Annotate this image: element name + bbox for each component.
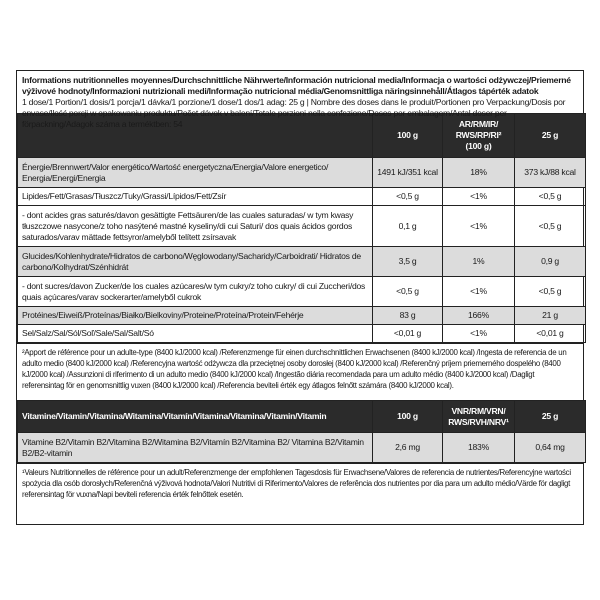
reference-intake-value: <1% [443, 188, 515, 206]
panel-header [17, 71, 583, 129]
value-per-100g: <0,01 g [373, 325, 443, 343]
value-per-100g: 1491 kJ/351 kcal [373, 158, 443, 188]
nutrient-label: Protéines/Eiweiß/Proteínas/Białko/Bielkoviny/Proteine/Proteína/Protein/Fehérje [18, 307, 373, 325]
value-per-100g: <0,5 g [373, 188, 443, 206]
value-per-25g: <0,5 g [515, 206, 586, 247]
reference-intake-value: 1% [443, 247, 515, 277]
vitamin-column-header: Vitamine/Vitamin/Vitamina/Witamina/Vitamín/Vitamina/Vitamina/Vitamin/Vitamin [18, 401, 373, 433]
nrv-footnote: ¹Valeurs Nutritionnelles de référence pour un adult/Referenzmenge der empfohlenen Tagesdosis für Erwachsene/Valores de referencia de nutrientes/Referencyjne wartości spożycia dla osób dorosłych/Referenčná výživová hodnota/Valori Nutritivi di Riferimento/Valores de referência dos nutrientes por dia para um adulto médio/Värde för dagligt referensintag för vuxna/Napi beviteli referencia érték felnőttek esetén. [17, 463, 583, 505]
nrv-column-header: VNR/RM/VRN/ RWS/RVH/NRV¹ [443, 401, 515, 433]
table-row [18, 188, 586, 206]
nutrient-label: Glucides/Kohlenhydrate/Hidratos de carbono/Węglowodany/Sacharidy/Carboidrati/ Hidratos de carbono/Kolhydrat/Szénhidrát [18, 247, 373, 277]
value-per-25g: 21 g [515, 307, 586, 325]
reference-intake-value: <1% [443, 277, 515, 307]
table-row [18, 158, 586, 188]
reference-intake-value: 18% [443, 158, 515, 188]
panel-title: Informations nutritionnelles moyennes/Durchschnittliche Nährwerte/Información nutricional media/Informacja o wartości odżywczej/Priemerné výživové hodnoty/Informazioni nutrizionali medi/Informação nutricional média/Genomsnittliga näringsinnehåll/Átlagos tápérték adatok [22, 75, 571, 96]
value-per-100g: 3,5 g [373, 247, 443, 277]
vitamin-label: Vitamine B2/Vitamin B2/Vitamina B2/Witamina B2/Vitamín B2/Vitamina B2/ Vitamina B2/Vitamin B2/B2-vitamin [18, 433, 373, 463]
nutrition-facts-panel [16, 70, 584, 525]
table-row [18, 247, 586, 277]
reference-intake-value: 166% [443, 307, 515, 325]
table-row [18, 277, 586, 307]
per-100g-column-header: 100 g [373, 114, 443, 158]
value-per-100g: 83 g [373, 307, 443, 325]
nutrient-label: - dont acides gras saturés/davon gesättigte Fettsäuren/de las cuales saturadas/ w tym kwasy tłuszczowe nasycone/z toho nasýtené mastné kyseliny/di cui Saturi/ dos quais ácidos gordos saturados/varav mättade fettsyror/amelyből telített zsírsavak [18, 206, 373, 247]
per-25g-column-header: 25 g [515, 401, 586, 433]
value-per-100g: 0,1 g [373, 206, 443, 247]
reference-intake-value: <1% [443, 325, 515, 343]
vitamin-table [17, 400, 586, 463]
reference-intake-column-header: AR/RM/IR/ RWS/RP/RI² (100 g) [443, 114, 515, 158]
reference-intake-footnote: ²Apport de référence pour un adulte-type (8400 kJ/2000 kcal) /Referenzmenge für einen durchschnittlichen Erwachsenen (8400 kJ/2000 kcal) /Ingesta de referencia de un adulto medio (8400 kJ/2000 kcal) /Referencyjna wartość odżywcza dla przeciętnej osoby dorosłej (8400 kJ/2000 kcal) /Referenčný príjem priemerného dospelého (8400 kJ/2000 kcal) /Assunzioni di riferimento di un adulto medio (8400 kJ/2000 kcal) /Ingestão diária recomendada para um adulto médio (8400 kJ/2000 kcal) /Dagligt referensintag för en genomsnittlig vuxen (8400 kJ/2000 kcal) /Referencia beviteli érték egy átlagos felnőtt számára (8400 kJ/2000 kcal). [17, 343, 583, 400]
value-per-25g: <0,5 g [515, 188, 586, 206]
reference-intake-value: <1% [443, 206, 515, 247]
value-per-25g: <0,01 g [515, 325, 586, 343]
table-row [18, 433, 586, 463]
value-per-25g: 373 kJ/88 kcal [515, 158, 586, 188]
nutrient-label: Sel/Salz/Sal/Sól/Soľ/Sale/Sal/Salt/Só [18, 325, 373, 343]
value-per-25g: 0,64 mg [515, 433, 586, 463]
value-per-100g: 2,6 mg [373, 433, 443, 463]
nutrient-label: Énergie/Brennwert/Valor energético/Wartość energetyczna/Energia/Valore energetico/ Energia/Energi/Energia [18, 158, 373, 188]
nutrient-label: - dont sucres/davon Zucker/de los cuales azúcares/w tym cukry/z toho cukry/ di cui Zuccheri/dos quais açúcares/varav sockerarter/amelyből cukrok [18, 277, 373, 307]
per-25g-column-header: 25 g [515, 114, 586, 158]
nrv-value: 183% [443, 433, 515, 463]
value-per-100g: <0,5 g [373, 277, 443, 307]
table-row [18, 307, 586, 325]
value-per-25g: <0,5 g [515, 277, 586, 307]
nutrition-table [17, 113, 586, 343]
table-row [18, 325, 586, 343]
vitamin-header-row [18, 401, 586, 433]
nutrient-label: Lipides/Fett/Grasas/Tłuszcz/Tuky/Grassi/Lípidos/Fett/Zsír [18, 188, 373, 206]
per-100g-column-header: 100 g [373, 401, 443, 433]
table-row [18, 206, 586, 247]
serving-info: 1 dose/1 Portion/1 dosis/1 porcja/1 dávka/1 porzione/1 dose/1 dos/1 adag: 25 g | Nombre des doses dans le produit/Portionen pro Verpackung/Dosis por envase/Ilość porcji w opakowaniu produktu/Počet dávok v balení/Totale porzioni nella confezione/Doses por embalagem/Antal doser per förpackning/Adagok száma a terméktben: 54 [22, 97, 566, 129]
value-per-25g: 0,9 g [515, 247, 586, 277]
